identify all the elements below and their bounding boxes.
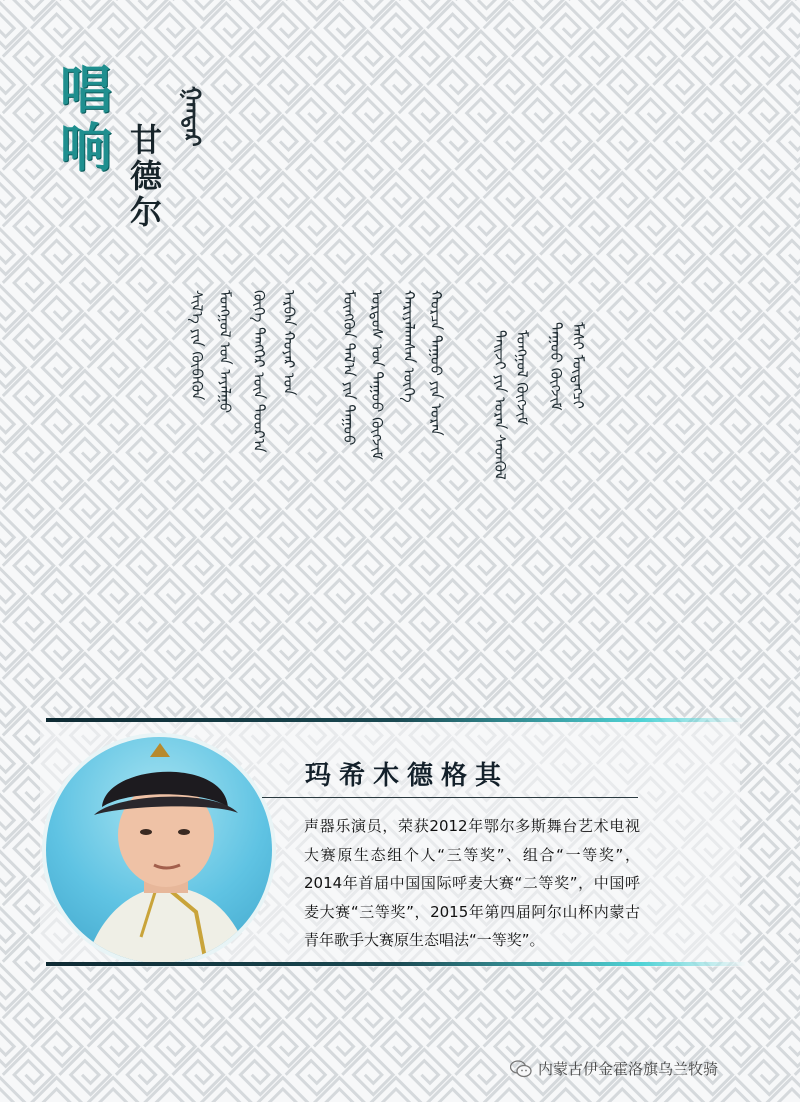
mongolian-column: ᠬᠠᠷᠢᠶᠠᠯᠠᠭᠰᠠᠨ ᠦᠭᠡ xyxy=(400,290,418,403)
performer-portrait xyxy=(46,737,272,963)
mongolian-column: ᠮᠠᠰᠢ ᠮᠦᠳᠡᠭᠴᠢ xyxy=(569,322,587,409)
mongolian-column: ᠣᠷᠳᠣᠰ ᠤᠨ ᠳᠠᠭᠤᠤ ᠬᠥᠭᠵᠢᠮ xyxy=(368,290,386,460)
mongolian-column: ᠠᠷᠪᠠᠨ ᠬᠣᠶᠠᠷ ᠣᠨ xyxy=(280,290,298,396)
mongolian-column: ᠰᠢᠯ᠎ᠡ ᠶᠢᠨ ᠬᠦᠪᠡᠭᠦᠨ xyxy=(188,290,206,401)
mongolian-column: ᠬᠤᠷᠴᠠ ᠳᠠᠭᠤᠤ ᠶᠢᠨ ᠤᠷᠠᠨ xyxy=(427,290,445,436)
performer-name: 玛希木德格其 xyxy=(305,761,510,791)
title-main xyxy=(60,62,120,178)
performer-bio: 声器乐演员，荣获2012年鄂尔多斯舞台艺术电视大赛原生态组个人“三等奖”、组合“一等奖”，2014年首届中国国际呼麦大赛“二等奖”，中国呼麦大赛“三等奖”，2015年第四届阿尔山杯内蒙古青年歌手大赛原生态唱法“一等奖”。 xyxy=(304,817,640,949)
top-divider xyxy=(46,718,746,722)
mongolian-column: ᠲᠠᠢᠵᠢ ᠶᠢᠨ ᠤᠷᠠᠨ ᠰᠡᠳᠬᠦᠯ xyxy=(491,330,509,480)
portrait-illustration xyxy=(46,737,272,963)
mongolian-column: ᠳᠠᠭᠤᠤ ᠬᠦᠭᠵᠢᠮ xyxy=(547,322,565,411)
footer-source-text: 内蒙古伊金霍洛旗乌兰牧骑 xyxy=(538,1060,719,1078)
mongolian-column: ᠬᠥᠬᠡ ᠲᠡᠩᠭᠡᠷ ᠦᠨ ᠳᠣᠣᠷ᠎ᠠ xyxy=(250,290,268,453)
mongolian-column: ᠮᠣᠩᠭᠣᠯ ᠤᠨ ᠠᠶᠠᠯᠭᠤ xyxy=(216,290,234,414)
mongolian-column: ᠮᠥᠩᠭᠦᠨ ᠲᠠᠯ᠎ᠠ ᠶᠢᠨ ᠳᠠᠭᠤᠤ xyxy=(340,290,358,446)
title-sub: 甘德尔 xyxy=(130,121,163,231)
name-underline xyxy=(262,797,638,798)
title-main-text: 唱响 xyxy=(60,60,113,179)
bottom-divider xyxy=(46,962,746,966)
footer-source xyxy=(510,1058,718,1079)
wechat-icon xyxy=(510,1060,532,1078)
title-mongolian: ᠭᠠᠨᠳᠡᠷ xyxy=(179,86,204,147)
mongolian-column: ᠮᠣᠩᠭᠣᠯ ᠬᠥᠭᠵᠢᠮ xyxy=(513,330,531,426)
